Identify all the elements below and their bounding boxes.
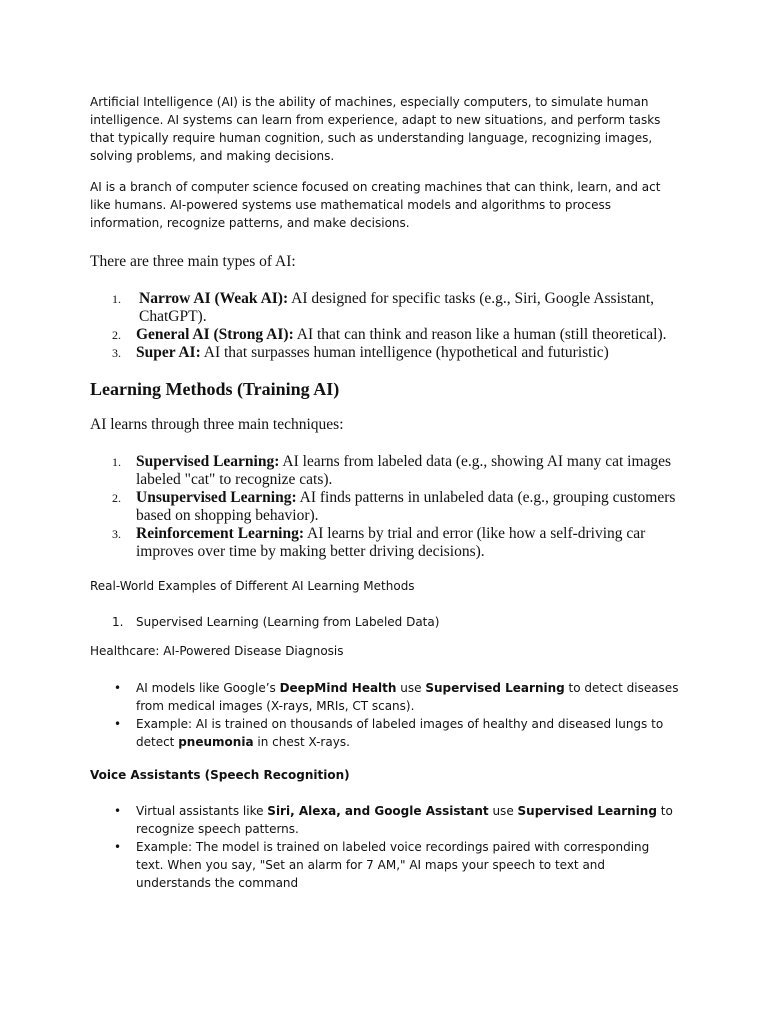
list-item: 3. Reinforcement Learning: AI learns by trial and error (like how a self-driving car improves over time by making better driving decisions). — [112, 525, 646, 560]
list-item: 2. General AI (Strong AI): AI that can think and reason like a human (still theoretical). — [112, 326, 667, 343]
intro-paragraph-2: AI is a branch of computer science focused on creating machines that can think, learn, and act like humans. AI-powered systems use mathematical models and algorithms to process information, recognize patterns, and make decisions. — [90, 180, 661, 230]
learning-lead: AI learns through three main techniques: — [90, 416, 344, 433]
bullet-icon: • — [114, 681, 122, 695]
types-lead: There are three main types of AI: — [90, 253, 296, 270]
examples-heading: Real-World Examples of Different AI Learning Methods — [90, 579, 415, 593]
examples-sub-list — [90, 613, 680, 631]
item-text: AI learns from labeled data (e.g., showing AI many cat images labeled "cat" to recognize cats). — [136, 453, 672, 488]
list-item: • Example: The model is trained on labeled voice recordings paired with corresponding text. When you say, "Set an alarm for 7 AM," AI maps your speech to text and understands the command — [114, 840, 650, 890]
list-item: 1. Supervised Learning: AI learns from labeled data (e.g., showing AI many cat images labeled "cat" to recognize cats). — [112, 453, 672, 488]
item-text: AI that surpasses human intelligence (hypothetical and futuristic) — [200, 344, 609, 361]
item-term: Supervised Learning: — [136, 453, 280, 470]
item-term: Unsupervised Learning: — [136, 489, 297, 506]
bullet-icon: • — [114, 840, 122, 854]
item-text: AI learns by trial and error (like how a self-driving car improves over time by making better driving decisions). — [136, 525, 646, 560]
healthcare-heading: Healthcare: AI-Powered Disease Diagnosis — [90, 644, 344, 658]
list-item: 1. Supervised Learning (Learning from Labeled Data) — [112, 615, 440, 629]
bullet-icon: • — [114, 717, 122, 731]
voice-heading: Voice Assistants (Speech Recognition) — [90, 768, 350, 782]
list-item: 3. Super AI: AI that surpasses human intelligence (hypothetical and futuristic) — [112, 344, 609, 361]
list-item: • Example: AI is trained on thousands of labeled images of healthy and diseased lungs to detect pneumonia in chest X-rays. — [114, 717, 664, 749]
item-text: Supervised Learning (Learning from Labeled Data) — [136, 615, 440, 629]
healthcare-list — [90, 679, 680, 751]
bullet-icon: • — [114, 804, 122, 818]
item-term: Super AI: — [136, 344, 201, 361]
item-text: AI that can think and reason like a human (still theoretical). — [293, 326, 667, 343]
item-term: Reinforcement Learning: — [136, 525, 305, 542]
intro-paragraph-1: Artificial Intelligence (AI) is the ability of machines, especially computers, to simulate human intelligence. AI systems can learn from experience, adapt to new situations, and perform tasks that typically require human cognition, such as understanding language, recognizing images, solving problems, and making decisions. — [90, 95, 661, 163]
section-heading: Learning Methods (Training AI) — [90, 379, 340, 399]
item-term: General AI (Strong AI): — [136, 326, 294, 343]
voice-list — [90, 802, 680, 892]
list-item: 1. Narrow AI (Weak AI): AI designed for specific tasks (e.g., Siri, Google Assistant, ChatGPT). — [112, 290, 655, 325]
types-list — [90, 290, 680, 362]
item-text: AI finds patterns in unlabeled data (e.g., grouping customers based on shopping behavior). — [136, 489, 676, 524]
item-text: AI designed for specific tasks (e.g., Siri, Google Assistant, ChatGPT). — [139, 290, 655, 325]
list-item: • Virtual assistants like Siri, Alexa, and Google Assistant use Supervised Learning to recognize speech patterns. — [114, 804, 673, 836]
list-item: • AI models like Google’s DeepMind Health use Supervised Learning to detect diseases from medical images (X-rays, MRIs, CT scans). — [114, 681, 679, 713]
list-item: 2. Unsupervised Learning: AI finds patterns in unlabeled data (e.g., grouping customers based on shopping behavior). — [112, 489, 676, 524]
learning-list — [90, 453, 680, 561]
item-term: Narrow AI (Weak AI): — [139, 290, 289, 307]
